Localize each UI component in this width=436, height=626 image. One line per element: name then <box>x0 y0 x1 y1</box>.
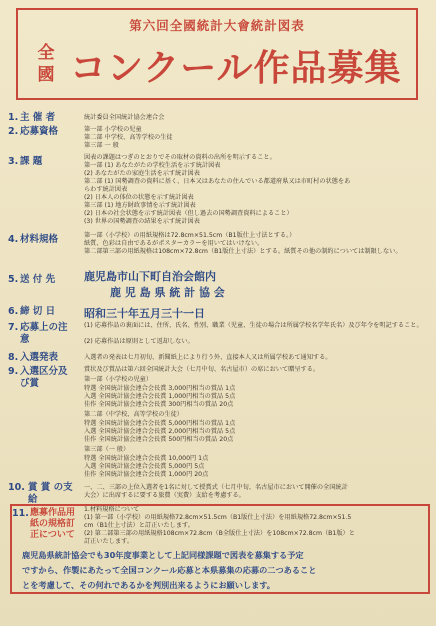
section-9-line-2: 第一部（小学校の児童） <box>84 376 153 383</box>
section-5-address: 鹿児島市山下町自治会館内 <box>84 270 216 283</box>
section-2-line-1: 第一部 小学校の児童 <box>84 126 142 133</box>
section-11-line-1: 1.材料規格について <box>84 506 140 513</box>
section-1-label: 主 催 者 <box>20 112 56 123</box>
section-9-line-5: 佳作 全国統計協会連合会長賞 300円相当の賞品 20点 <box>84 401 234 408</box>
section-7-label: 応募上の注 意 <box>20 322 68 345</box>
section-2-line-3: 第三部 一 般 <box>84 142 119 149</box>
section-5-organization: 鹿 児 島 県 統 計 協 会 <box>110 286 225 299</box>
section-6-label: 締 切 日 <box>20 306 56 317</box>
section-3-line-4: 第二部 (1) 国勢調査の資料に基く、日本又はあなたの住んでいる都道府県又は市町村の状態をあ <box>84 178 351 185</box>
section-10-label: 賞 賞 の支 給 <box>28 482 73 505</box>
section-9-line-6: 第二部（中学校、高等学校の生徒） <box>84 411 183 418</box>
section-4-line-3: 第二部第三部の用紙規格は108cm×72.8cm（B1版仕上寸法）とする。紙質その他の制約については制限しない。 <box>84 248 402 255</box>
deadline-date: 昭和三十年五月三十一日 <box>84 307 205 320</box>
section-3-label: 課 題 <box>20 156 43 167</box>
section-6-number: 6. <box>8 306 19 317</box>
section-4-number: 4. <box>8 234 19 245</box>
section-5-label: 送 付 先 <box>20 274 56 285</box>
poster-title: コンクール作品募集 <box>70 48 402 89</box>
section-9-label: 入選区分及び賞 <box>20 366 68 389</box>
section-4-line-1: 第一部（小学校）の用紙規格は72.8cm×51.5cm（B1版仕上寸法とする。） <box>84 232 296 239</box>
section-10-line-2: 大会）に出席するに要する旅費（実費）支給を考慮する。 <box>84 492 245 499</box>
left-tag: 全國 <box>37 43 55 85</box>
section-7-number: 7. <box>8 322 19 333</box>
section-10-number: 10. <box>8 482 25 493</box>
poster-subtitle: 第六回全國統計大會統計図表 <box>129 18 305 33</box>
section-3-line-2: 第一部 (1) あなたがたの学校生活を示す統計図表 <box>84 162 221 169</box>
section-11-line-3: cm（B1仕上寸法）と訂正いたします。 <box>84 522 194 529</box>
section-3-line-6: (2) 日本人の体位の状態を示す統計図表 <box>84 194 194 201</box>
section-3-line-9: (3) 世界の国勢調査の結果を示す統計図表 <box>84 218 200 225</box>
section-8-number: 8. <box>8 352 19 363</box>
section-3-line-1: 図表の課題はつぎのとおりでその取材の資料の出所を明示すること。 <box>84 154 276 161</box>
section-4-line-2: 紙質、色彩は自由であるがポスターカラーを用いてはいけない。 <box>84 240 264 247</box>
section-9-line-9: 佳作 全国統計協会連合会長賞 500円相当の賞品 20点 <box>84 436 234 443</box>
section-2-number: 2. <box>8 126 19 137</box>
section-9-line-13: 佳作 全国統計協会連合会長賞 1,000円 20点 <box>84 471 209 478</box>
section-9-line-4: 入選 全国統計協会連合会長賞 1,000円相当の賞品 5点 <box>84 393 236 400</box>
section-3-line-3: (2) あなたがたの家庭生活を示す統計図表 <box>84 170 200 177</box>
section-2-line-2: 第二部 中学校、高等学校の生徒 <box>84 134 173 141</box>
section-10-line-1: 一、二、三部の上位入選者を1名に対して授賞式（七月中旬、名古屋市において開催の全国統計 <box>84 484 348 491</box>
section-1-number: 1. <box>8 112 19 123</box>
section-3-line-8: (2) 日本の社会状態を示す統計図表（但し過去の国勢調査資料によること） <box>84 210 293 217</box>
section-11-line-5: 訂正いたします。 <box>84 538 134 545</box>
section-8-text: 入選者の発表は七月初旬、新聞紙上により行う外、直接本人又は所属学校あて通知する。 <box>84 354 332 361</box>
footer-note-line-3: とを考慮して、その何れであるかを判別出来るようにお願いします。 <box>22 580 275 590</box>
section-11-label: 應募作品用紙の規格訂正について <box>30 508 76 540</box>
section-2-label: 応募資格 <box>20 126 59 137</box>
section-11-line-2: (1) 第一部（小学校）の用紙規格72.8cm×51.5cm（B1版仕上寸法）を用紙規格72.8cm×51.5 <box>84 514 352 521</box>
section-8-label: 入選発表 <box>20 352 59 363</box>
section-3-line-5: らわす統計図表 <box>84 186 128 193</box>
section-7-line-1: (1) 応募作品の裏面には、住所、氏名、性別、職業（児童、生徒の場合は所属学校名学年氏名）及び年令を明記すること。 <box>84 322 423 329</box>
section-7-line-2: (2) 応募作品は原則として返却しない。 <box>84 338 194 345</box>
header-frame <box>16 8 418 100</box>
section-9-line-11: 特選 全国統計協会連合会長賞 10,000円 1点 <box>84 455 209 462</box>
section-9-line-12: 入選 全国統計協会連合会長賞 5,000円 5点 <box>84 463 205 470</box>
section-11-number: 11. <box>12 508 29 519</box>
footer-note-line-2: ですから、作製にあたって全国コンクール応募と本県募集の応募の二つあること <box>22 565 317 575</box>
section-1-text: 統計委員全国統計協会連合会 <box>84 114 165 121</box>
section-11-line-4: (2) 第二部第三部の用紙規格108cm×72.8cm（B全版仕上寸法）を108cm×72.8cm（B1版）と <box>84 530 355 537</box>
section-9-line-7: 特選 全国統計協会連合会長賞 5,000円相当の賞品 1点 <box>84 420 236 427</box>
section-9-line-3: 特選 全国統計協会連合会長賞 3,000円相当の賞品 1点 <box>84 385 236 392</box>
section-9-line-1: 賞状及び賞品は第六回全国統計大会（七月中旬、名古屋市）の席において贈呈する。 <box>84 366 320 373</box>
section-9-number: 9. <box>8 366 19 377</box>
section-3-number: 3. <box>8 156 19 167</box>
section-5-number: 5. <box>8 274 19 285</box>
section-9-line-8: 入選 全国統計協会連合会長賞 2,000円相当の賞品 5点 <box>84 428 236 435</box>
section-4-label: 材料規格 <box>20 234 59 245</box>
section-3-line-7: 第三部 (1) 地方財政事情を示す統計図表 <box>84 202 196 209</box>
footer-note-line-1: 鹿児島県統計協会でも30年度事業として上記同様課題で図表を募集する予定 <box>22 550 304 560</box>
section-9-line-10: 第三部（一 般） <box>84 446 130 453</box>
